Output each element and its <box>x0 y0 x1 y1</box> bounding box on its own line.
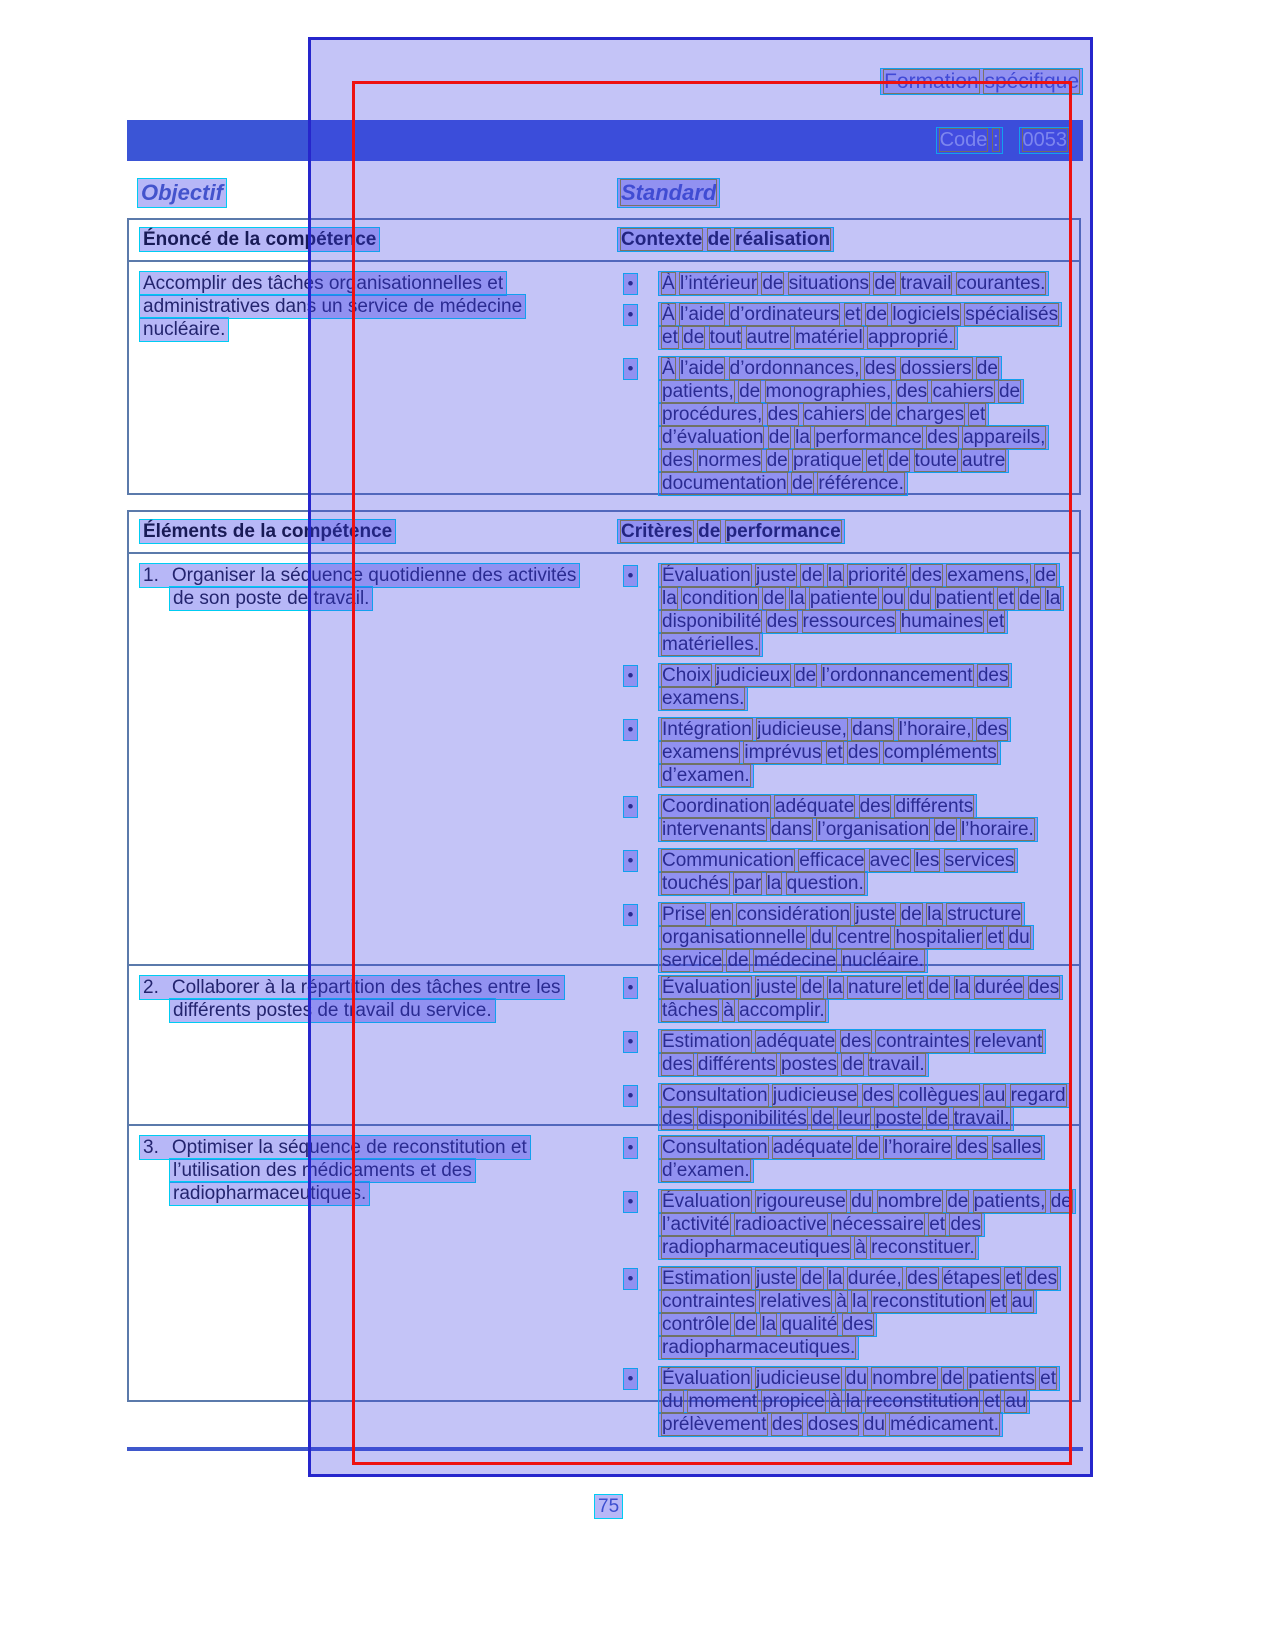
bullet-paragraph <box>658 1136 1073 1182</box>
table-header-row <box>129 512 1079 552</box>
table-header-row <box>129 220 1079 260</box>
list-item <box>617 849 1073 895</box>
bullet-text: Estimation juste de la durée, des étapes et des contraintes relatives à la reconstitution et au contrôle de la qualité des radiopharmaceutiques. <box>658 1266 1061 1360</box>
element-paragraph <box>139 976 579 1022</box>
table-row <box>129 964 1079 1129</box>
bullet-text: Consultation judicieuse des collègues au regard des disponibilités de leur poste de travail. <box>658 1083 1070 1131</box>
header-cell-criteres <box>609 521 1079 543</box>
bullet-text: Communication efficace avec les services touchés par la question. <box>658 848 1018 896</box>
bullet-icon <box>623 1085 638 1107</box>
criteria-cell <box>609 1126 1079 1435</box>
bullet-icon <box>623 304 638 326</box>
table-row <box>129 260 1079 493</box>
bullet-text: Prise en considération juste de la structure organisationnelle du centre hospitalier et du service de médecine nucléaire. <box>658 902 1034 973</box>
bullet-paragraph <box>658 357 1073 495</box>
list-item <box>617 664 1073 710</box>
bullet-icon <box>623 904 638 926</box>
bullet-paragraph <box>658 1267 1073 1359</box>
elements-header-text: Éléments de la compétence <box>139 519 396 544</box>
element-text <box>139 975 565 1023</box>
bullet-text: Évaluation juste de la nature et de la durée des tâches à accomplir. <box>658 975 1063 1023</box>
bullet-icon <box>623 565 638 587</box>
element-cell <box>129 1126 609 1402</box>
statement-cell <box>129 262 609 493</box>
criteria-cell <box>609 966 1079 1129</box>
bullet-text: Intégration judicieuse, dans l’horaire, des examens imprévus et des compléments d’examen. <box>658 717 1011 788</box>
bullet-icon <box>623 273 638 295</box>
list-item <box>617 903 1073 972</box>
header-cell-contexte <box>609 229 1079 251</box>
objectif-heading: Objectif <box>137 178 227 208</box>
bullet-paragraph <box>658 1084 1073 1130</box>
column-headings <box>127 176 1083 210</box>
page-number-text: 75 <box>594 1494 623 1519</box>
table-row <box>129 1124 1079 1435</box>
list-item <box>617 272 1073 295</box>
bullet-paragraph <box>658 718 1073 787</box>
standard-heading: Standard <box>617 178 720 208</box>
bullet-text: Évaluation judicieuse du nombre de patients et du moment propice à la reconstitution et au prélèvement des doses du médicament. <box>658 1366 1060 1437</box>
list-item <box>617 1136 1073 1182</box>
bullet-text: À l’intérieur de situations de travail courantes. <box>658 271 1049 296</box>
list-item <box>617 1030 1073 1076</box>
list-item <box>617 303 1073 349</box>
bullet-paragraph <box>658 1030 1073 1076</box>
list-item <box>617 718 1073 787</box>
element-number: 1. <box>143 565 159 586</box>
bullet-icon <box>623 1031 638 1053</box>
element-text <box>139 1135 531 1206</box>
code-bar <box>127 120 1083 161</box>
table-row <box>129 552 1079 971</box>
bullet-icon <box>623 796 638 818</box>
footer-rule <box>127 1447 1083 1451</box>
element-label: Organiser la séquence quotidienne des activités de son poste de travail. <box>171 565 577 609</box>
criteres-header-text: Critères de performance <box>617 519 845 544</box>
element-cell <box>129 554 609 964</box>
bullet-text: Consultation adéquate de l’horaire des salles d’examen. <box>658 1135 1045 1183</box>
element-number: 3. <box>143 1137 159 1158</box>
code-label: Code : <box>936 127 1003 154</box>
statement-text: Accomplir des tâches organisationnelles et administratives dans un service de médecine nucléaire. <box>139 271 526 342</box>
bullet-paragraph <box>658 303 1073 349</box>
bullet-paragraph <box>658 564 1073 656</box>
bullet-text: Estimation adéquate des contraintes relevant des différents postes de travail. <box>658 1029 1046 1077</box>
bullet-text: Évaluation rigoureuse du nombre de patients, de l’activité radioactive nécessaire et des radiopharmaceutiques à reconstituer. <box>658 1189 1076 1260</box>
element-text <box>139 563 580 611</box>
bullet-paragraph <box>658 1190 1073 1259</box>
section-header <box>880 70 1083 94</box>
bullet-text: À l’aide d’ordonnances, des dossiers de patients, de monographies, des cahiers de procédures, des cahiers de charges et d’évaluation de la performance des appareils, des normes de pratique et de toute autre documentation de référence. <box>658 356 1049 496</box>
bullet-text: À l’aide d’ordinateurs et de logiciels spécialisés et de tout autre matériel approprié. <box>658 302 1062 350</box>
competence-table <box>127 218 1081 495</box>
criteria-cell <box>609 554 1079 971</box>
bullet-text: Évaluation juste de la priorité des examens, de la condition de la patiente ou du patient et de la disponibilité des ressources humaines et matérielles. <box>658 563 1064 657</box>
code-value: 0053 <box>1019 127 1072 154</box>
element-cell <box>129 966 609 1124</box>
element-label: Optimiser la séquence de reconstitution et l’utilisation des médicaments et des radiopharmaceutiques. <box>171 1137 527 1204</box>
enonce-header-text: Énoncé de la compétence <box>139 227 380 252</box>
list-item <box>617 795 1073 841</box>
element-label: Collaborer à la répartition des tâches entre les différents postes de travail du service. <box>171 977 561 1021</box>
bullet-icon <box>623 977 638 999</box>
bullet-paragraph <box>658 849 1073 895</box>
list-item <box>617 1190 1073 1259</box>
bullet-icon <box>623 1368 638 1390</box>
contexte-header-text: Contexte de réalisation <box>617 227 834 252</box>
list-item <box>617 357 1073 495</box>
bullet-paragraph <box>658 795 1073 841</box>
page-number <box>594 1496 623 1518</box>
header-cell-enonce <box>129 229 609 251</box>
bullet-paragraph <box>658 664 1073 710</box>
bullet-icon <box>623 1268 638 1290</box>
list-item <box>617 976 1073 1022</box>
bullet-icon <box>623 719 638 741</box>
list-item <box>617 1084 1073 1130</box>
bullet-icon <box>623 665 638 687</box>
bullet-icon <box>623 1137 638 1159</box>
bullet-paragraph <box>658 903 1073 972</box>
header-cell-elements <box>129 521 609 543</box>
bullet-paragraph <box>658 272 1049 295</box>
context-cell <box>609 262 1079 493</box>
element-paragraph <box>139 564 579 610</box>
list-item <box>617 1267 1073 1359</box>
statement-paragraph <box>139 272 579 341</box>
bullet-text: Coordination adéquate des différents intervenants dans l’organisation de l’horaire. <box>658 794 1038 842</box>
bullet-icon <box>623 850 638 872</box>
elements-table <box>127 510 1081 1435</box>
list-item <box>617 1367 1073 1436</box>
bullet-paragraph <box>658 976 1073 1022</box>
element-number: 2. <box>143 977 159 998</box>
bullet-paragraph <box>658 1367 1073 1436</box>
list-item <box>617 564 1073 656</box>
bullet-text: Choix judicieux de l’ordonnancement des examens. <box>658 663 1012 711</box>
element-paragraph <box>139 1136 579 1205</box>
bullet-icon <box>623 358 638 380</box>
bullet-icon <box>623 1191 638 1213</box>
section-header-text: Formation spécifique <box>880 68 1083 95</box>
